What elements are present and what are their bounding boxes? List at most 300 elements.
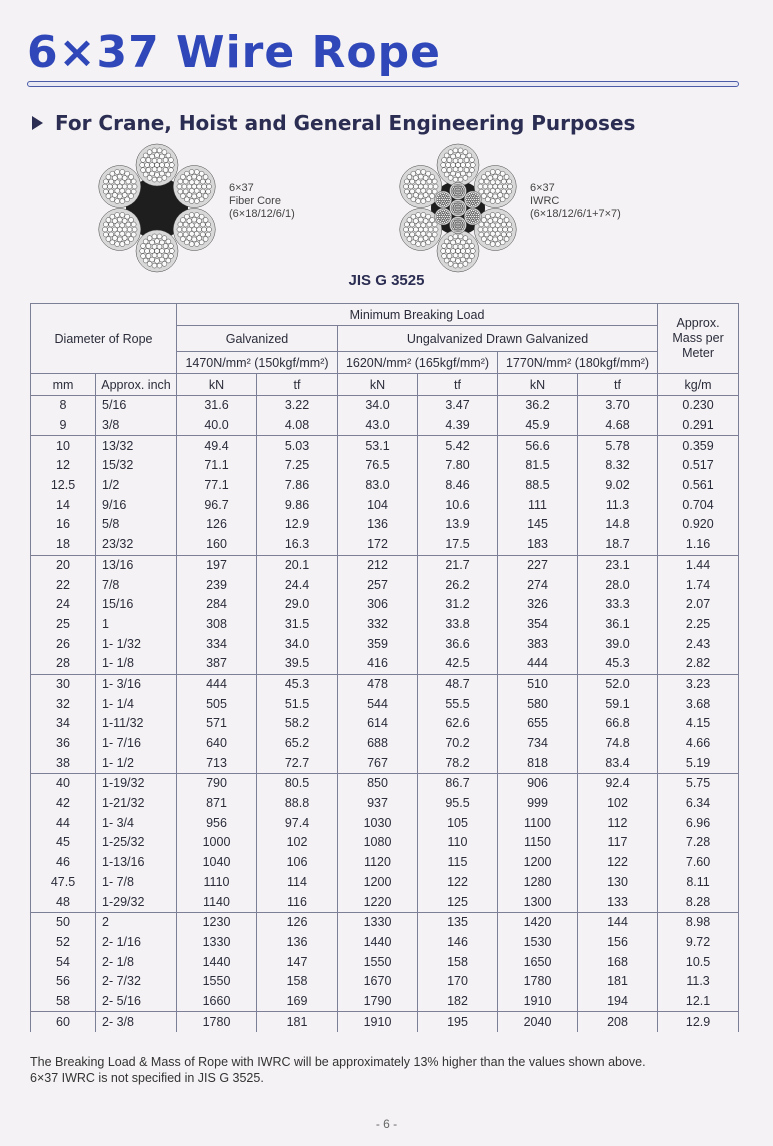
table-row xyxy=(31,714,739,734)
cell-tf-1770: 11.3 xyxy=(578,495,658,515)
section-subtitle xyxy=(32,111,635,135)
cell-kn-1620: 34.0 xyxy=(338,396,418,416)
cell-kn-1770: 1420 xyxy=(498,912,578,932)
cell-kn-1770: 1910 xyxy=(498,992,578,1012)
iwrc-rope-construction: 6×37 xyxy=(530,182,555,194)
cell-kg-per-m: 0.230 xyxy=(658,396,739,416)
cell-tf-1470: 158 xyxy=(257,972,338,992)
cell-kg-per-m: 2.43 xyxy=(658,634,739,654)
cell-kn-1620: 359 xyxy=(338,634,418,654)
cell-tf-1620: 78.2 xyxy=(418,753,498,773)
cell-tf-1770: 83.4 xyxy=(578,753,658,773)
cell-kn-1620: 1790 xyxy=(338,992,418,1012)
cell-kn-1620: 1080 xyxy=(338,833,418,853)
cell-mm: 26 xyxy=(31,634,96,654)
cell-kg-per-m: 12.9 xyxy=(658,1012,739,1032)
cell-kn-1620: 614 xyxy=(338,714,418,734)
cell-tf-1470: 7.86 xyxy=(257,476,338,496)
table-row xyxy=(31,833,739,853)
cell-kn-1770: 580 xyxy=(498,694,578,714)
cell-tf-1470: 102 xyxy=(257,833,338,853)
cell-tf-1770: 4.68 xyxy=(578,416,658,436)
cell-inch: 1- 7/16 xyxy=(96,734,177,754)
title-underline xyxy=(27,81,739,87)
cell-tf-1470: 126 xyxy=(257,912,338,932)
cell-mm: 52 xyxy=(31,933,96,953)
table-row xyxy=(31,892,739,912)
table-row xyxy=(31,972,739,992)
cell-tf-1770: 5.78 xyxy=(578,436,658,456)
cell-kn-1620: 172 xyxy=(338,535,418,555)
header-grade-1470: 1470N/mm² (150kgf/mm²) xyxy=(177,352,338,374)
table-row xyxy=(31,456,739,476)
cell-mm: 14 xyxy=(31,495,96,515)
cell-mm: 8 xyxy=(31,396,96,416)
cell-kn-1470: 31.6 xyxy=(177,396,257,416)
cell-mm: 24 xyxy=(31,595,96,615)
cell-tf-1770: 194 xyxy=(578,992,658,1012)
cell-tf-1770: 181 xyxy=(578,972,658,992)
header-min-breaking-load: Minimum Breaking Load xyxy=(177,304,658,326)
header-kn-1: kN xyxy=(177,374,257,396)
cell-inch: 1 xyxy=(96,615,177,635)
cell-kn-1470: 571 xyxy=(177,714,257,734)
cell-mm: 46 xyxy=(31,853,96,873)
cell-mm: 45 xyxy=(31,833,96,853)
cell-kn-1770: 111 xyxy=(498,495,578,515)
cell-tf-1770: 156 xyxy=(578,933,658,953)
cell-tf-1770: 122 xyxy=(578,853,658,873)
table-row xyxy=(31,753,739,773)
page-title: 6×37 Wire Rope xyxy=(27,27,441,78)
cell-inch: 5/8 xyxy=(96,515,177,535)
cell-tf-1620: 62.6 xyxy=(418,714,498,734)
cell-kn-1470: 160 xyxy=(177,535,257,555)
cell-tf-1770: 52.0 xyxy=(578,674,658,694)
cell-tf-1470: 45.3 xyxy=(257,674,338,694)
cell-tf-1770: 130 xyxy=(578,873,658,893)
cell-tf-1620: 17.5 xyxy=(418,535,498,555)
fiber-core-rope-label xyxy=(229,182,295,221)
cell-kn-1770: 510 xyxy=(498,674,578,694)
cell-inch: 1- 1/8 xyxy=(96,654,177,674)
fiber-rope-core-type: Fiber Core xyxy=(229,195,281,207)
cell-tf-1470: 169 xyxy=(257,992,338,1012)
cell-kn-1470: 308 xyxy=(177,615,257,635)
cell-tf-1620: 8.46 xyxy=(418,476,498,496)
cell-kn-1620: 83.0 xyxy=(338,476,418,496)
cell-inch: 1-19/32 xyxy=(96,774,177,794)
cell-mm: 25 xyxy=(31,615,96,635)
cell-tf-1620: 86.7 xyxy=(418,774,498,794)
cell-kg-per-m: 5.19 xyxy=(658,753,739,773)
table-row xyxy=(31,873,739,893)
footnote-line-1: The Breaking Load & Mass of Rope with IWRC will be approximately 13% higher than the values shown above. xyxy=(30,1055,646,1069)
cell-kn-1770: 274 xyxy=(498,575,578,595)
fiber-core-rope-cross-section xyxy=(92,143,222,273)
cell-kn-1770: 383 xyxy=(498,634,578,654)
table-row xyxy=(31,595,739,615)
cell-tf-1620: 146 xyxy=(418,933,498,953)
cell-tf-1470: 106 xyxy=(257,853,338,873)
cell-inch: 1-13/16 xyxy=(96,853,177,873)
cell-kn-1470: 1140 xyxy=(177,892,257,912)
cell-kg-per-m: 7.28 xyxy=(658,833,739,853)
cell-kn-1770: 56.6 xyxy=(498,436,578,456)
cell-kn-1620: 1440 xyxy=(338,933,418,953)
footnote xyxy=(30,1054,646,1086)
table-row xyxy=(31,853,739,873)
cell-kg-per-m: 2.25 xyxy=(658,615,739,635)
cell-kn-1770: 444 xyxy=(498,654,578,674)
table-row xyxy=(31,615,739,635)
cell-kn-1470: 284 xyxy=(177,595,257,615)
cell-mm: 44 xyxy=(31,813,96,833)
cell-kg-per-m: 4.15 xyxy=(658,714,739,734)
cell-kn-1470: 1040 xyxy=(177,853,257,873)
cell-kn-1770: 1530 xyxy=(498,933,578,953)
iwrc-rope-core-type: IWRC xyxy=(530,195,560,207)
table-row xyxy=(31,495,739,515)
table-row xyxy=(31,952,739,972)
cell-tf-1620: 135 xyxy=(418,912,498,932)
cell-tf-1620: 4.39 xyxy=(418,416,498,436)
cell-kn-1620: 136 xyxy=(338,515,418,535)
cell-kg-per-m: 3.68 xyxy=(658,694,739,714)
cell-tf-1620: 5.42 xyxy=(418,436,498,456)
cell-tf-1770: 28.0 xyxy=(578,575,658,595)
cell-kn-1470: 956 xyxy=(177,813,257,833)
cell-tf-1770: 9.02 xyxy=(578,476,658,496)
cell-mm: 12.5 xyxy=(31,476,96,496)
fiber-rope-strand-spec: (6×18/12/6/1) xyxy=(229,208,295,220)
cell-kn-1620: 76.5 xyxy=(338,456,418,476)
cell-tf-1620: 31.2 xyxy=(418,595,498,615)
table-row xyxy=(31,734,739,754)
cell-mm: 48 xyxy=(31,892,96,912)
cell-tf-1770: 117 xyxy=(578,833,658,853)
cell-kg-per-m: 0.517 xyxy=(658,456,739,476)
table-row xyxy=(31,813,739,833)
cell-tf-1620: 170 xyxy=(418,972,498,992)
cell-tf-1770: 112 xyxy=(578,813,658,833)
cell-mm: 9 xyxy=(31,416,96,436)
cell-tf-1770: 45.3 xyxy=(578,654,658,674)
cell-mm: 50 xyxy=(31,912,96,932)
standard-heading: JIS G 3525 xyxy=(348,272,425,289)
cell-inch: 1-29/32 xyxy=(96,892,177,912)
cell-tf-1620: 55.5 xyxy=(418,694,498,714)
cell-tf-1470: 58.2 xyxy=(257,714,338,734)
cell-inch: 1- 3/4 xyxy=(96,813,177,833)
cell-inch: 2- 7/32 xyxy=(96,972,177,992)
cell-kg-per-m: 3.23 xyxy=(658,674,739,694)
cell-mm: 56 xyxy=(31,972,96,992)
cell-inch: 1- 1/4 xyxy=(96,694,177,714)
cell-mm: 18 xyxy=(31,535,96,555)
cell-kn-1470: 77.1 xyxy=(177,476,257,496)
cell-kn-1620: 478 xyxy=(338,674,418,694)
cell-tf-1620: 42.5 xyxy=(418,654,498,674)
cell-tf-1470: 181 xyxy=(257,1012,338,1032)
cell-kn-1620: 1120 xyxy=(338,853,418,873)
table-row xyxy=(31,476,739,496)
cell-tf-1470: 3.22 xyxy=(257,396,338,416)
cell-mm: 38 xyxy=(31,753,96,773)
cell-mm: 10 xyxy=(31,436,96,456)
header-ungalvanized: Ungalvanized Drawn Galvanized xyxy=(338,326,658,352)
cell-kg-per-m: 0.920 xyxy=(658,515,739,535)
cell-tf-1770: 8.32 xyxy=(578,456,658,476)
cell-tf-1470: 51.5 xyxy=(257,694,338,714)
cell-tf-1770: 14.8 xyxy=(578,515,658,535)
cell-tf-1620: 26.2 xyxy=(418,575,498,595)
cell-tf-1620: 182 xyxy=(418,992,498,1012)
cell-inch: 1-25/32 xyxy=(96,833,177,853)
cell-inch: 7/8 xyxy=(96,575,177,595)
cell-kn-1770: 734 xyxy=(498,734,578,754)
table-row xyxy=(31,933,739,953)
cell-kg-per-m: 6.96 xyxy=(658,813,739,833)
cell-tf-1770: 33.3 xyxy=(578,595,658,615)
cell-kn-1470: 640 xyxy=(177,734,257,754)
cell-tf-1770: 208 xyxy=(578,1012,658,1032)
cell-kn-1470: 1000 xyxy=(177,833,257,853)
cell-kn-1470: 713 xyxy=(177,753,257,773)
cell-kn-1770: 1280 xyxy=(498,873,578,893)
cell-inch: 1- 3/16 xyxy=(96,674,177,694)
cell-tf-1620: 115 xyxy=(418,853,498,873)
cell-kg-per-m: 7.60 xyxy=(658,853,739,873)
cell-kn-1770: 354 xyxy=(498,615,578,635)
header-kgm: kg/m xyxy=(658,374,739,396)
cell-tf-1470: 31.5 xyxy=(257,615,338,635)
cell-tf-1470: 147 xyxy=(257,952,338,972)
cell-kn-1770: 36.2 xyxy=(498,396,578,416)
cell-kg-per-m: 0.291 xyxy=(658,416,739,436)
cell-kn-1470: 126 xyxy=(177,515,257,535)
cell-mm: 32 xyxy=(31,694,96,714)
cell-kn-1470: 96.7 xyxy=(177,495,257,515)
cell-tf-1470: 88.8 xyxy=(257,794,338,814)
cell-kg-per-m: 1.74 xyxy=(658,575,739,595)
cell-inch: 2- 1/8 xyxy=(96,952,177,972)
cell-tf-1620: 195 xyxy=(418,1012,498,1032)
cell-tf-1620: 95.5 xyxy=(418,794,498,814)
cell-kn-1620: 332 xyxy=(338,615,418,635)
cell-tf-1470: 29.0 xyxy=(257,595,338,615)
cell-kg-per-m: 8.98 xyxy=(658,912,739,932)
page-number: - 6 - xyxy=(375,1117,398,1131)
cell-kg-per-m: 4.66 xyxy=(658,734,739,754)
cell-kn-1770: 1100 xyxy=(498,813,578,833)
cell-tf-1470: 80.5 xyxy=(257,774,338,794)
cell-kn-1470: 505 xyxy=(177,694,257,714)
table-row xyxy=(31,515,739,535)
cell-kg-per-m: 1.44 xyxy=(658,555,739,575)
table-row xyxy=(31,694,739,714)
cell-kg-per-m: 9.72 xyxy=(658,933,739,953)
cell-kn-1470: 1660 xyxy=(177,992,257,1012)
cell-kn-1620: 1330 xyxy=(338,912,418,932)
header-tf-1: tf xyxy=(257,374,338,396)
header-grade-1620: 1620N/mm² (165kgf/mm²) xyxy=(338,352,498,374)
cell-tf-1470: 7.25 xyxy=(257,456,338,476)
iwrc-rope-strand-spec: (6×18/12/6/1+7×7) xyxy=(530,208,621,220)
breaking-load-table xyxy=(30,303,739,1032)
cell-tf-1770: 18.7 xyxy=(578,535,658,555)
cell-tf-1620: 110 xyxy=(418,833,498,853)
cell-kn-1470: 1440 xyxy=(177,952,257,972)
cell-kg-per-m: 0.704 xyxy=(658,495,739,515)
cell-kn-1470: 1230 xyxy=(177,912,257,932)
cell-kn-1770: 227 xyxy=(498,555,578,575)
table-body xyxy=(31,396,739,1033)
cell-inch: 2- 3/8 xyxy=(96,1012,177,1032)
table-row xyxy=(31,396,739,416)
cell-inch: 1-21/32 xyxy=(96,794,177,814)
subtitle-text: For Crane, Hoist and General Engineering Purposes xyxy=(55,111,636,135)
cell-tf-1470: 4.08 xyxy=(257,416,338,436)
cell-mm: 12 xyxy=(31,456,96,476)
header-tf-2: tf xyxy=(418,374,498,396)
cell-kn-1470: 387 xyxy=(177,654,257,674)
cell-kg-per-m: 8.11 xyxy=(658,873,739,893)
cell-inch: 1-11/32 xyxy=(96,714,177,734)
cell-mm: 60 xyxy=(31,1012,96,1032)
cell-inch: 3/8 xyxy=(96,416,177,436)
cell-inch: 9/16 xyxy=(96,495,177,515)
footnote-line-2: 6×37 IWRC is not specified in JIS G 3525. xyxy=(30,1071,264,1085)
cell-tf-1470: 72.7 xyxy=(257,753,338,773)
cell-mm: 58 xyxy=(31,992,96,1012)
cell-tf-1620: 10.6 xyxy=(418,495,498,515)
cell-mm: 28 xyxy=(31,654,96,674)
cell-tf-1620: 21.7 xyxy=(418,555,498,575)
cell-kn-1470: 1110 xyxy=(177,873,257,893)
header-inch: Approx. inch xyxy=(96,374,177,396)
header-mass: Approx. Mass per Meter xyxy=(658,304,739,374)
cell-kn-1470: 197 xyxy=(177,555,257,575)
cell-tf-1770: 3.70 xyxy=(578,396,658,416)
triangle-bullet-icon xyxy=(32,116,43,130)
cell-kn-1470: 1780 xyxy=(177,1012,257,1032)
cell-kn-1470: 334 xyxy=(177,634,257,654)
cell-tf-1620: 7.80 xyxy=(418,456,498,476)
header-grade-1770: 1770N/mm² (180kgf/mm²) xyxy=(498,352,658,374)
cell-tf-1470: 39.5 xyxy=(257,654,338,674)
cell-tf-1620: 33.8 xyxy=(418,615,498,635)
cell-kn-1620: 1550 xyxy=(338,952,418,972)
table-row xyxy=(31,575,739,595)
cell-tf-1620: 70.2 xyxy=(418,734,498,754)
table-row xyxy=(31,654,739,674)
cell-kn-1470: 444 xyxy=(177,674,257,694)
cell-tf-1770: 168 xyxy=(578,952,658,972)
fiber-rope-construction: 6×37 xyxy=(229,182,254,194)
cell-mm: 16 xyxy=(31,515,96,535)
cell-kn-1620: 212 xyxy=(338,555,418,575)
cell-mm: 36 xyxy=(31,734,96,754)
cell-kn-1620: 416 xyxy=(338,654,418,674)
cell-kn-1470: 871 xyxy=(177,794,257,814)
cell-tf-1470: 24.4 xyxy=(257,575,338,595)
cell-kn-1770: 1200 xyxy=(498,853,578,873)
cell-kn-1770: 655 xyxy=(498,714,578,734)
table-row xyxy=(31,1012,739,1032)
iwrc-rope-label xyxy=(530,182,621,221)
cell-tf-1620: 36.6 xyxy=(418,634,498,654)
cell-tf-1620: 48.7 xyxy=(418,674,498,694)
cell-tf-1770: 74.8 xyxy=(578,734,658,754)
table-row xyxy=(31,674,739,694)
cell-kn-1620: 1220 xyxy=(338,892,418,912)
cell-tf-1620: 3.47 xyxy=(418,396,498,416)
cell-kn-1470: 239 xyxy=(177,575,257,595)
cell-kn-1620: 1910 xyxy=(338,1012,418,1032)
header-tf-3: tf xyxy=(578,374,658,396)
cell-tf-1470: 5.03 xyxy=(257,436,338,456)
cell-inch: 5/16 xyxy=(96,396,177,416)
cell-tf-1770: 133 xyxy=(578,892,658,912)
cell-kn-1620: 1670 xyxy=(338,972,418,992)
cell-tf-1470: 116 xyxy=(257,892,338,912)
cell-kn-1470: 1330 xyxy=(177,933,257,953)
cell-kg-per-m: 6.34 xyxy=(658,794,739,814)
cell-tf-1620: 158 xyxy=(418,952,498,972)
table-row xyxy=(31,912,739,932)
cell-kn-1770: 45.9 xyxy=(498,416,578,436)
cell-kn-1770: 88.5 xyxy=(498,476,578,496)
cell-tf-1470: 12.9 xyxy=(257,515,338,535)
cell-tf-1470: 136 xyxy=(257,933,338,953)
header-mm: mm xyxy=(31,374,96,396)
cell-kg-per-m: 11.3 xyxy=(658,972,739,992)
cell-kg-per-m: 10.5 xyxy=(658,952,739,972)
cell-kn-1770: 2040 xyxy=(498,1012,578,1032)
table-row xyxy=(31,416,739,436)
table-row xyxy=(31,555,739,575)
cell-kn-1620: 257 xyxy=(338,575,418,595)
cell-kg-per-m: 2.07 xyxy=(658,595,739,615)
cell-mm: 30 xyxy=(31,674,96,694)
cell-kg-per-m: 5.75 xyxy=(658,774,739,794)
cell-mm: 42 xyxy=(31,794,96,814)
cell-kn-1770: 906 xyxy=(498,774,578,794)
cell-tf-1470: 114 xyxy=(257,873,338,893)
cell-kn-1770: 999 xyxy=(498,794,578,814)
cell-kn-1770: 1150 xyxy=(498,833,578,853)
cell-inch: 23/32 xyxy=(96,535,177,555)
cell-tf-1620: 105 xyxy=(418,813,498,833)
cell-tf-1770: 92.4 xyxy=(578,774,658,794)
cell-kn-1470: 49.4 xyxy=(177,436,257,456)
cell-kn-1470: 1550 xyxy=(177,972,257,992)
cell-kn-1770: 818 xyxy=(498,753,578,773)
cell-tf-1470: 34.0 xyxy=(257,634,338,654)
cell-tf-1620: 13.9 xyxy=(418,515,498,535)
cell-mm: 20 xyxy=(31,555,96,575)
cell-kn-1770: 81.5 xyxy=(498,456,578,476)
header-diameter: Diameter of Rope xyxy=(31,304,177,374)
cell-kn-1620: 53.1 xyxy=(338,436,418,456)
cell-kg-per-m: 2.82 xyxy=(658,654,739,674)
cell-kn-1770: 1300 xyxy=(498,892,578,912)
cell-tf-1770: 59.1 xyxy=(578,694,658,714)
cell-tf-1470: 16.3 xyxy=(257,535,338,555)
cell-inch: 2- 1/16 xyxy=(96,933,177,953)
cell-tf-1470: 9.86 xyxy=(257,495,338,515)
